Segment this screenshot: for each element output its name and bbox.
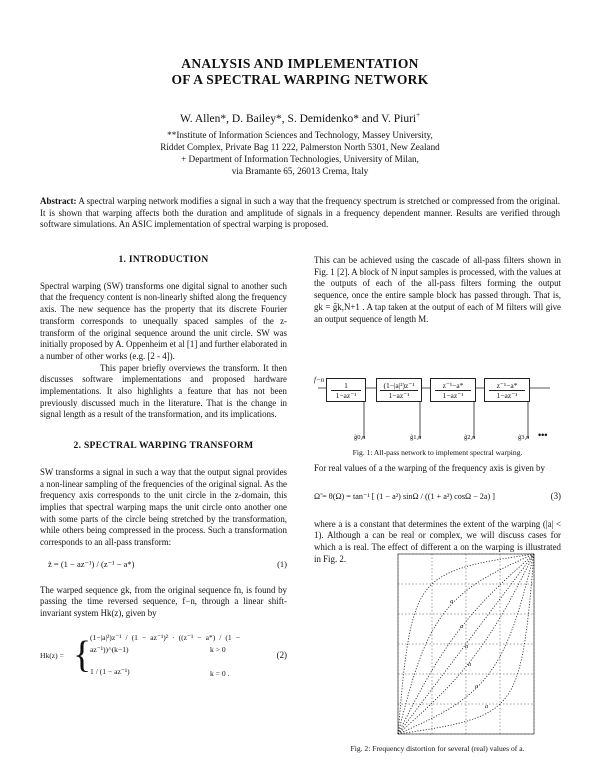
right-column (314, 255, 561, 325)
author-list (0, 111, 600, 125)
curve-label: a (475, 683, 479, 690)
author-mark: + (416, 111, 421, 119)
filter-block (326, 378, 366, 402)
paper-title-line1: ANALYSIS AND IMPLEMENTATION (181, 56, 419, 71)
paragraph: This paper briefly overviews the transform. It then discusses software implementations and proposed hardware implementations. It also highlights a feature that has not been previously discussed much in the literature. That is the change in signal length as a result of the transformation, and its implications. (40, 362, 287, 420)
abstract-label: Abstract: (40, 196, 77, 206)
section-heading: 2. SPECTRAL WARPING TRANSFORM (73, 441, 254, 452)
curve-label: a (460, 623, 464, 630)
equation-number: (1) (277, 558, 287, 569)
filter-block (430, 378, 476, 402)
ellipsis: ••• (538, 430, 548, 440)
tap-label: g̃0,n (354, 434, 366, 441)
paragraph: The warped sequence gk, from the original sequence fn, is found by passing the time reversed sequence, f−n, through a linear shift-invariant system Hk(z), given by (40, 584, 287, 619)
tap-label: g̃1,n (410, 434, 422, 441)
affiliation-line: via Bramante 65, 26013 Crema, Italy (231, 166, 369, 176)
tap-label: g̃2,n (464, 434, 476, 441)
equation-case: 1 / (1 − az⁻¹) (90, 666, 130, 676)
paragraph: SW transforms a signal in such a way that the output signal provides a non-linear sampling of the frequencies of the original signal. As the frequency axis corresponds to the unit circle in the z-domain, this implies that spectral warping maps the unit circle onto another one with some parts of the circle being stretched by the transformation, while others being compressed in the process. Such a transformation corresponds to an all-pass transform: (40, 466, 287, 548)
filter-numerator: (1−|a|²)z⁻¹ (380, 381, 418, 391)
filter-numerator: 1 (331, 381, 361, 391)
abstract (40, 196, 560, 231)
filter-block (484, 378, 530, 402)
filter-block (376, 378, 422, 402)
section-heading: 1. INTRODUCTION (118, 255, 209, 265)
equation-case: (1−|a|²)z⁻¹ / (1 − az⁻¹)² · ((z⁻¹ − a*) / (1 − az⁻¹))^(k−1) (90, 632, 240, 654)
paragraph: where a is a constant that determines the extent of the warping (|a| < 1). Although a can be real or complex, we will discuss cases for which a is real. The effect of different a on the warping is illustrated in Fig. 2. (314, 518, 561, 564)
curve-label: a (485, 703, 489, 710)
affiliation-line: Riddet Complex, Private Bag 11 222, Palmerston North 5301, New Zealand (160, 142, 440, 152)
author-names: W. Allen*, D. Bailey*, S. Demidenko* and V. Piuri (179, 112, 417, 125)
equation-lhs: Hk(z) = (40, 650, 64, 660)
filter-numerator: z⁻¹−a* (489, 381, 525, 391)
equation-3 (314, 485, 561, 511)
equation-1 (40, 559, 287, 575)
paper-title-line2: OF A SPECTRAL WARPING NETWORK (171, 72, 429, 87)
filter-denominator: 1−az⁻¹ (335, 391, 357, 400)
fig2-chart (390, 548, 540, 743)
equation-number: (2) (276, 649, 287, 660)
equation-2 (40, 626, 287, 690)
figure-1 (314, 374, 561, 458)
curve-label: a (450, 598, 454, 605)
equation-number: (3) (550, 490, 561, 501)
brace-icon: { (73, 633, 92, 676)
filter-denominator: 1−az⁻¹ (388, 391, 410, 400)
paragraph: Spectral warping (SW) transforms one digital signal to another such that the frequency content is non-linearly shifted along the frequency axis. The new sequence has the property that its discrete Fourier transform corresponds to unequally spaced samples of the z-transform of the original sequence around the unit circle. SW was initially proposed by A. Oppenheim et al [1] and further elaborated in a number of other works (e.g. [2 - 4]). (40, 280, 287, 361)
affiliation-line: + Department of Information Technologies, University of Milan, (181, 154, 419, 164)
paragraph: For real values of a the warping of the frequency axis is given by (314, 463, 545, 473)
curve-label: a (468, 661, 472, 668)
left-column (40, 255, 287, 690)
filter-denominator: 1−az⁻¹ (442, 391, 464, 400)
equation-condition: k = 0 . (210, 668, 230, 678)
equation-body: z̃ = (1 − az⁻¹) / (z⁻¹ − a*) (48, 558, 135, 569)
fig1-input-label: f−n (314, 376, 325, 384)
filter-numerator: z⁻¹−a* (435, 381, 471, 391)
tap-label: g̃3,n (518, 434, 530, 441)
curve-label: a (465, 643, 469, 650)
filter-denominator: 1−az⁻¹ (496, 391, 518, 400)
paragraph: This can be achieved using the cascade of all-pass filters shown in Fig. 1 [2]. A block of N input samples is processed, with the values at the outputs of each of the all-pass filters forming the output sequence, once the entire sample block has passed through. That is, gk = g̃k,N+1 . A tap taken at the output of each of M filters will give an output sequence of length M. (314, 255, 561, 324)
figure-caption: Fig. 2: Frequency distortion for several (real) values of a. (350, 744, 525, 753)
equation-body: Ω̃ = θ(Ω) = tan⁻¹ [ (1 − a²) sinΩ / ((1 + a²) cosΩ − 2a) ] (314, 491, 496, 501)
figure-caption: Fig. 1: All-pass network to implement spectral warping. (352, 448, 523, 457)
affiliation-line: **Institute of Information Sciences and Technology, Massey University, (167, 130, 433, 140)
abstract-text: A spectral warping network modifies a signal in such a way that the frequency spectrum is stretched or compressed from the original. It is shown that warping affects both the duration and amplitude of signals in a frequency dependent manner. Results are verified through software simulations. An ASIC implementation of spectral warping is proposed. (40, 196, 560, 229)
equation-condition: k > 0 (210, 644, 226, 654)
